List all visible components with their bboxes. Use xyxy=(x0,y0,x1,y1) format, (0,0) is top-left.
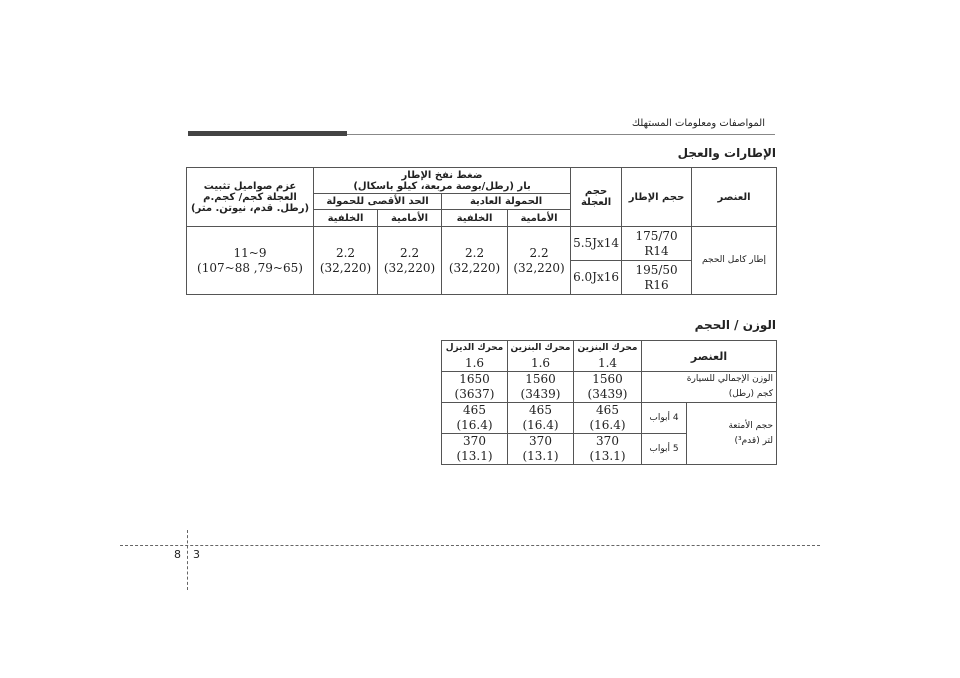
pressure-value: 2.2 xyxy=(529,245,549,260)
header-rule xyxy=(347,134,775,135)
tires-table xyxy=(186,167,777,295)
value-alt: (16.4) xyxy=(589,418,626,432)
pressure-alt: (32,220) xyxy=(383,260,436,275)
luggage-cell xyxy=(574,403,642,434)
luggage-cell xyxy=(442,403,508,434)
gvw-cell xyxy=(442,372,508,403)
pressure-label: ضغط نفخ الإطار xyxy=(401,169,483,181)
value: 370 xyxy=(463,434,486,448)
value: 370 xyxy=(596,434,619,448)
torque-alt: (65~79, 88~107) xyxy=(197,260,303,275)
value-alt: (16.4) xyxy=(522,418,559,432)
engine-size: 1.4 xyxy=(597,356,618,370)
pressure-value: 2.2 xyxy=(465,245,485,260)
engine-label: محرك البنزين xyxy=(577,343,638,353)
header-engine xyxy=(508,341,574,372)
value: 1560 xyxy=(592,372,623,386)
pressure-value: 2.2 xyxy=(400,245,420,260)
pressure-alt: (32,220) xyxy=(319,260,372,275)
gvw-unit: كجم (رطل) xyxy=(728,389,774,399)
tire-size-cell: 195/50 R16 xyxy=(622,261,692,295)
engine-size: 1.6 xyxy=(464,356,485,370)
gvw-cell xyxy=(574,372,642,403)
value: 1560 xyxy=(525,372,556,386)
engine-size: 1.6 xyxy=(530,356,551,370)
value: 465 xyxy=(529,403,552,417)
header-rear: الخلفية xyxy=(314,210,378,227)
pressure-cell xyxy=(442,227,508,295)
header-item: العنصر xyxy=(692,168,777,227)
header-normal-load: الحمولة العادية xyxy=(442,194,571,210)
section-header: المواصفات ومعلومات المستهلك xyxy=(631,118,765,129)
header-torque xyxy=(187,168,314,227)
weight-title: الوزن / الحجم xyxy=(694,318,776,332)
header-tire-size: حجم الإطار xyxy=(622,168,692,227)
header-rear: الخلفية xyxy=(442,210,508,227)
tires-title: الإطارات والعجل xyxy=(677,146,776,160)
value: 370 xyxy=(529,434,552,448)
torque-units: (رطل. قدم، نيوتن. متر) xyxy=(190,202,310,214)
value: 465 xyxy=(596,403,619,417)
luggage-label xyxy=(687,403,777,465)
value-alt: (3439) xyxy=(587,387,628,401)
luggage-cell xyxy=(508,403,574,434)
value-alt: (13.1) xyxy=(589,449,626,463)
doors-4: 4 أبواب xyxy=(642,403,687,434)
item-cell: إطار كامل الحجم xyxy=(692,227,777,295)
gvw-text: الوزن الإجمالي للسيارة xyxy=(686,374,774,384)
value: 465 xyxy=(463,403,486,417)
weight-table xyxy=(441,340,777,465)
header-front: الأمامية xyxy=(378,210,442,227)
wheel-size-cell: 5.5Jx14 xyxy=(571,227,622,261)
footer-rule xyxy=(120,545,820,546)
pressure-alt: (32,220) xyxy=(448,260,501,275)
header-front: الأمامية xyxy=(508,210,571,227)
tire-size-cell: 175/70 R14 xyxy=(622,227,692,261)
pressure-alt: (32,220) xyxy=(513,260,565,275)
engine-label: محرك البنزين xyxy=(510,343,571,353)
luggage-text: حجم الأمتعة xyxy=(728,420,774,431)
pressure-cell xyxy=(508,227,571,295)
value-alt: (3439) xyxy=(520,387,561,401)
header-max-load: الحد الأقصى للحمولة xyxy=(314,194,442,210)
value-alt: (16.4) xyxy=(456,418,493,432)
header-engine xyxy=(574,341,642,372)
wheel-size-cell: 6.0Jx16 xyxy=(571,261,622,295)
gvw-label xyxy=(642,372,777,403)
value: 1650 xyxy=(459,372,490,386)
luggage-cell xyxy=(508,434,574,465)
engine-label: محرك الديزل xyxy=(445,343,504,353)
value-alt: (13.1) xyxy=(456,449,493,463)
gvw-cell xyxy=(508,372,574,403)
header-wheel-size: حجم العجلة xyxy=(571,168,622,227)
pressure-cell xyxy=(314,227,378,295)
pressure-units: بار (رطل/بوصة مربعة، كيلو باسكال) xyxy=(353,180,531,192)
header-pressure xyxy=(314,168,571,194)
footer-divider xyxy=(187,530,188,590)
header-item: العنصر xyxy=(642,341,777,372)
torque-label: عزم صواميل تثبيت العجلة كجم/ كجم.م xyxy=(203,180,297,203)
header-engine xyxy=(442,341,508,372)
value-alt: (13.1) xyxy=(522,449,559,463)
value-alt: (3637) xyxy=(454,387,495,401)
pressure-value: 2.2 xyxy=(335,245,356,260)
page-number: 3 xyxy=(193,548,200,561)
luggage-unit: لتر (قدم³) xyxy=(734,435,774,446)
torque-cell xyxy=(187,227,314,295)
torque-value: 9~11 xyxy=(233,245,267,260)
doors-5: 5 أبواب xyxy=(642,434,687,465)
luggage-cell xyxy=(442,434,508,465)
luggage-cell xyxy=(574,434,642,465)
chapter-number: 8 xyxy=(174,548,181,561)
pressure-cell xyxy=(378,227,442,295)
header-bar xyxy=(188,131,347,136)
